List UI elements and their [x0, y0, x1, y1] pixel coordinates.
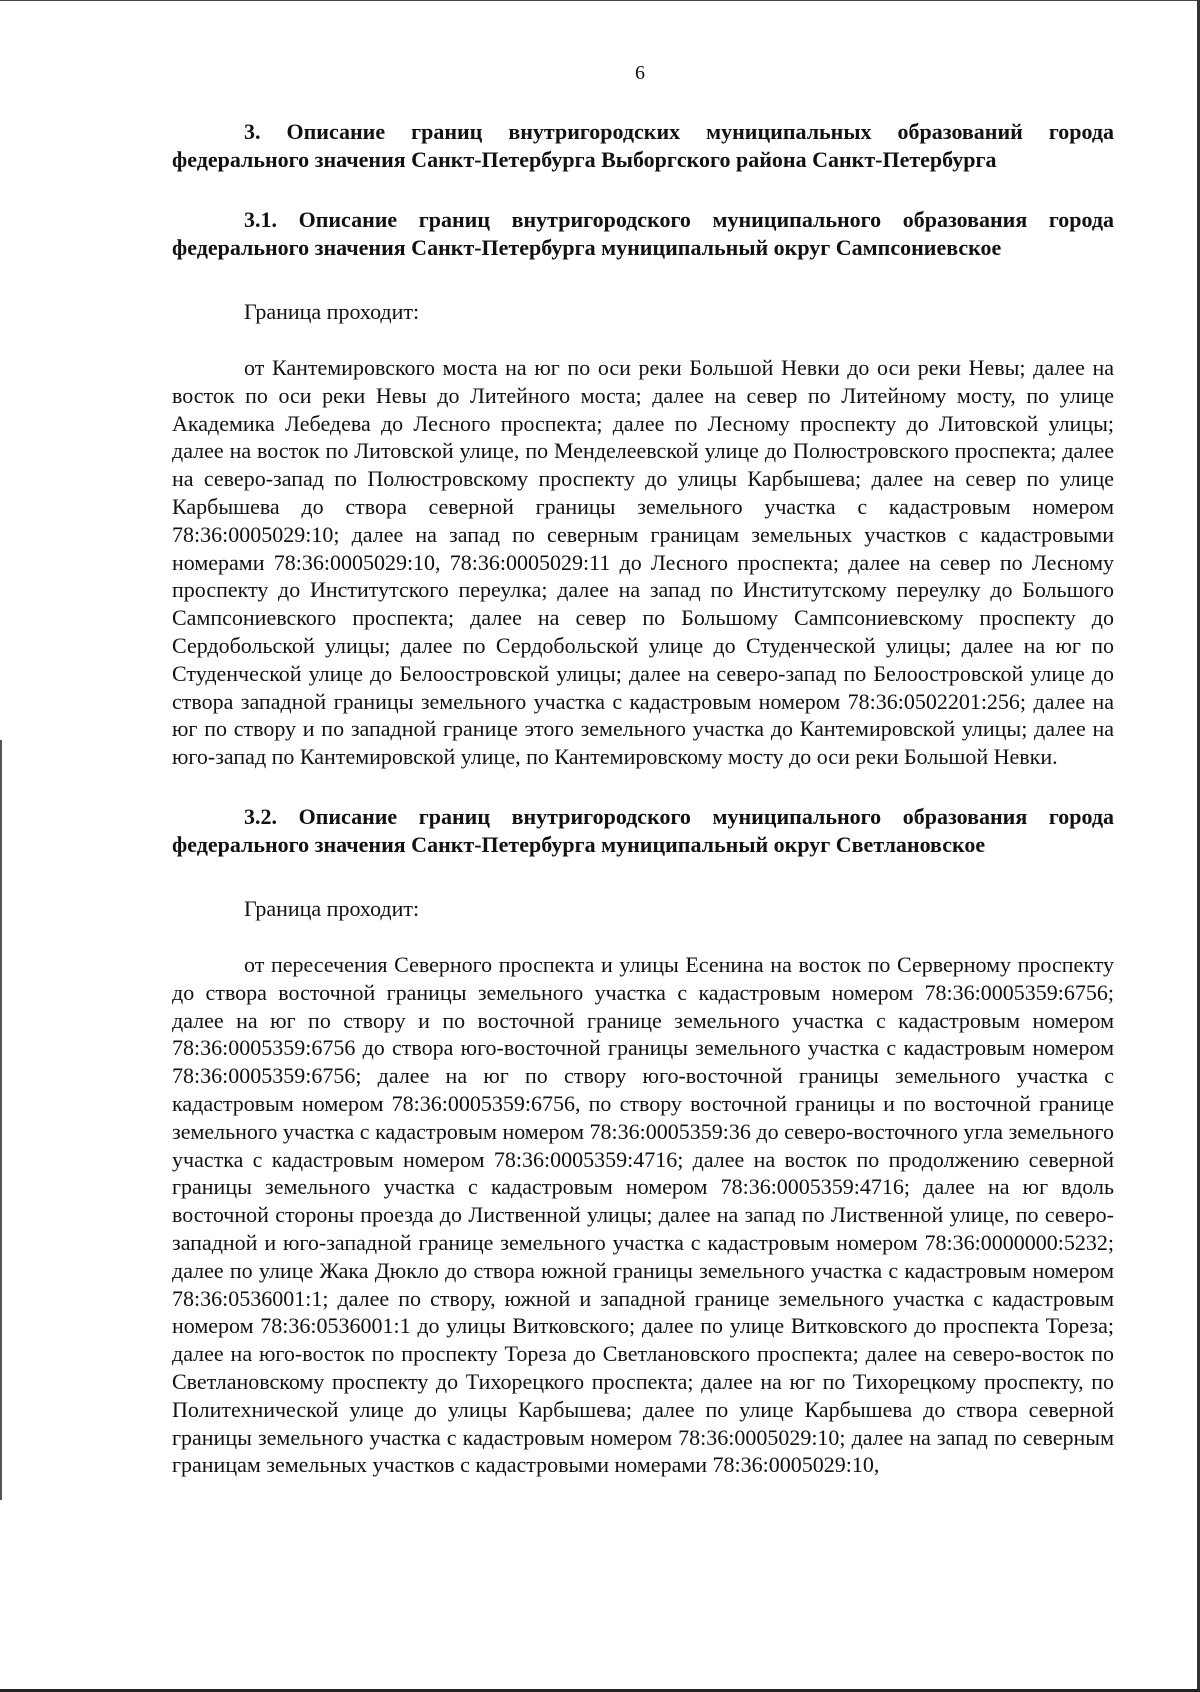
- section-3-2-heading: 3.2. Описание границ внутригородского муниципального образования города федерального значения Санкт-Петербурга муниципальный округ Светлановское: [172, 803, 1114, 857]
- document-body: [172, 118, 1114, 1511]
- section-3-1-lead: Граница проходит:: [244, 299, 420, 324]
- page-number: 6: [635, 62, 645, 84]
- section-3-heading: 3. Описание границ внутригородских муниципальных образований города федерального значения Санкт-Петербурга Выборгского района Санкт-Петербурга: [172, 119, 1114, 172]
- section-3-2-text: от пересечения Северного проспекта и улицы Есенина на восток по Серверному проспекту до створа восточной границы земельного участка с кадастровым номером 78:36:0005359:6756; далее на юг по створу и по восточной границе земельного участка с кадастровым номером 78:36:0005359:6756 до створа юго-восточной границы земельного участка с кадастровым номером 78:36:0005359:6756; далее на юг по створу юго-восточной границы земельного участка с кадастровым номером 78:36:0005359:6756, по створу восточной границы и по восточной границе земельного участка с кадастровым номером 78:36:0005359:36 до северо-восточного угла земельного участка с кадастровым номером 78:36:0005359:4716; далее на восток по продолжению северной границы земельного участка с кадастровым номером 78:36:0005359:4716; далее на юг вдоль восточной стороны проезда до Лиственной улицы; далее на запад по Лиственной улице, по северо-западной и юго-западной границе земельного участка с кадастровым номером 78:36:0000000:5232; далее по улице Жака Дюкло до створа южной границы земельного участка с кадастровым номером 78:36:0536001:1; далее по створу, южной и западной границе земельного участка с кадастровым номером 78:36:0536001:1 до улицы Витковского; далее по улице Витковского до проспекта Тореза; далее на юго-восток по проспекту Тореза до Светлановского проспекта; далее на северо-восток по Светлановскому проспекту до Тихорецкого проспекта; далее на юг по Тихорецкому проспекту, по Политехнической улице до улицы Карбышева; далее по улице Карбышева до створа северной границы земельного участка с кадастровым номером 78:36:0005029:10; далее на запад по северным границам земельных участков с кадастровыми номерами 78:36:0005029:10,: [172, 951, 1114, 1478]
- section-3-1-text: от Кантемировского моста на юг по оси реки Большой Невки до оси реки Невы; далее на восток по оси реки Невы до Литейного моста; далее на север по Литейному мосту, по улице Академика Лебедева до Лесного проспекта; далее по Лесному проспекту до Литовской улицы; далее на восток по Литовской улице, по Менделеевской улице до Полюстровского проспекта; далее на северо-запад по Полюстровскому проспекту до улицы Карбышева; далее на север по улице Карбышева до створа северной границы земельного участка с кадастровым номером 78:36:0005029:10; далее на запад по северным границам земельных участков с кадастровыми номерами 78:36:0005029:10, 78:36:0005029:11 до Лесного проспекта; далее на север по Лесному проспекту до Институтского переулка; далее на запад по Институтскому переулку до Большого Сампсониевского проспекта; далее на север по Большому Сампсониевскому проспекту до Сердобольской улицы; далее по Сердобольской улице до Студенческой улицы; далее на юг по Студенческой улице до Белоостровской улицы; далее на северо-запад по Белоостровской улице до створа западной границы земельного участка с кадастровым номером 78:36:0502201:256; далее на юг по створу и по западной границе этого земельного участка до Кантемировской улицы; далее на юго-запад по Кантемировской улице, по Кантемировскому мосту до оси реки Большой Невки.: [172, 355, 1114, 770]
- section-3-2-lead: Граница проходит:: [244, 895, 420, 921]
- scan-edge-bottom: [0, 1686, 1200, 1692]
- scan-edge-top: [0, 0, 1200, 4]
- scan-edge-left: [0, 740, 2, 1500]
- section-3-1-heading: 3.1. Описание границ внутригородского муниципального образования города федерального значения Санкт-Петербурга муниципальный округ Сампсониевское: [172, 207, 1114, 260]
